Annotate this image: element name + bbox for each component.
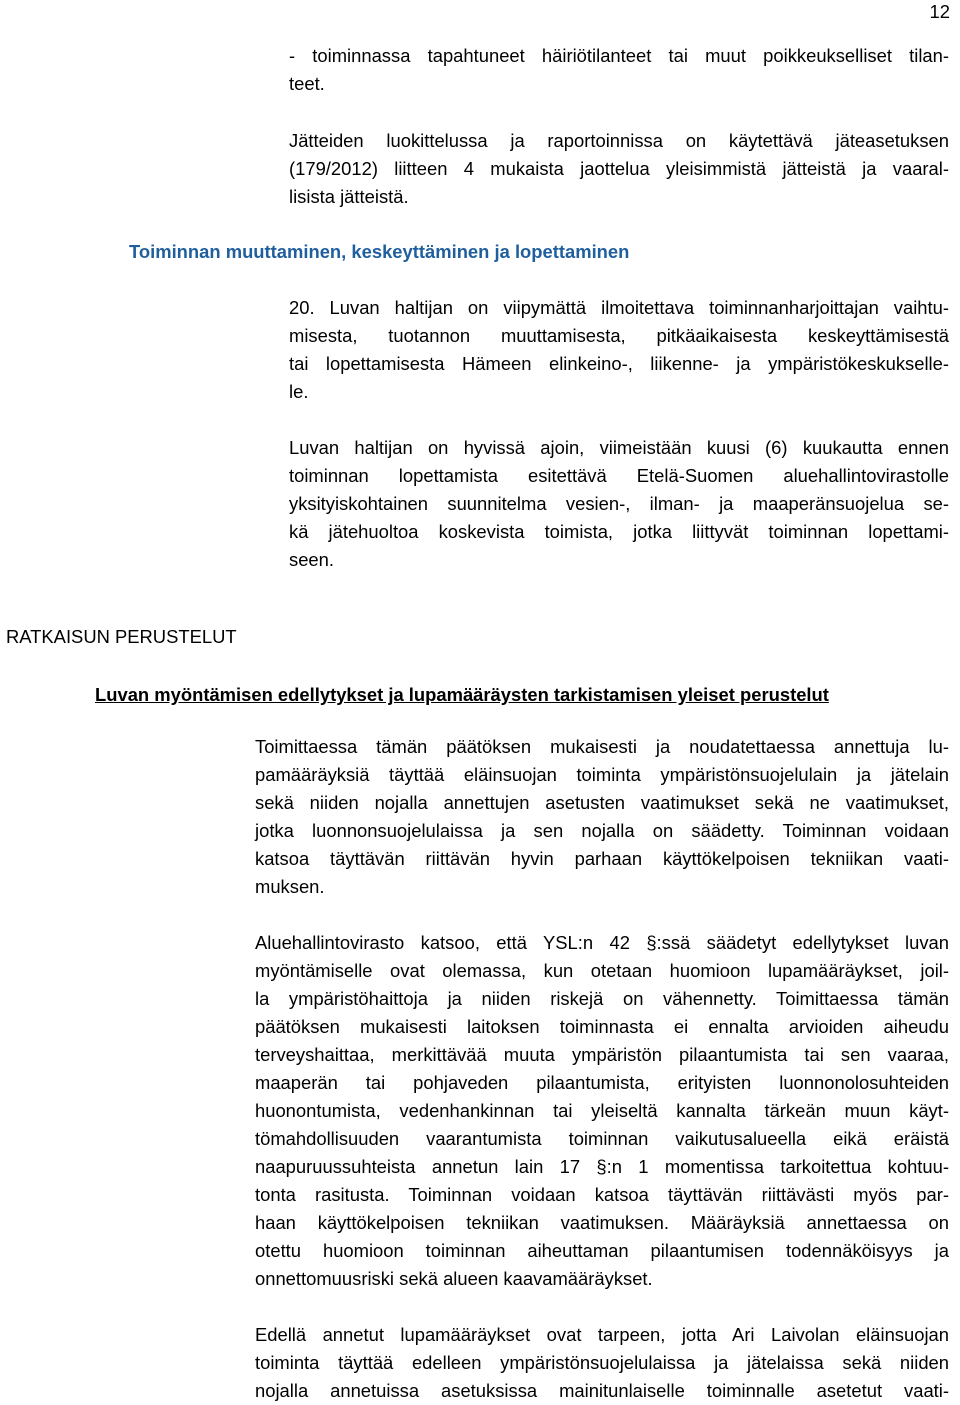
text-line: toiminta täyttää edelleen ympäristönsuojelulaissa ja jätelaissa sekä niiden: [255, 1352, 949, 1373]
subheading: Toiminnan muuttaminen, keskeyttäminen ja lopettaminen: [129, 241, 630, 262]
text-line: lisista jätteistä.: [289, 186, 409, 207]
text-line: Jätteiden luokittelussa ja raportoinnissa on käytettävä jäteasetuksen: [289, 130, 949, 151]
text-line: teet.: [289, 73, 325, 94]
text-line: toiminnan lopettamista esitettävä Etelä-Suomen aluehallintovirastolle: [289, 465, 949, 486]
text-line: nojalla annetuissa asetuksissa mainitunlaiselle toiminnalle asetetut vaati-: [255, 1380, 949, 1401]
text-line: pamääräyksiä täyttää eläinsuojan toiminta ympäristönsuojelulain ja jätelain: [255, 764, 949, 785]
text-line: sekä niiden nojalla annettujen asetusten vaatimukset sekä ne vaatimukset,: [255, 792, 949, 813]
text-line: Aluehallintovirasto katsoo, että YSL:n 42 §:ssä säädetyt edellytykset luvan: [255, 932, 949, 953]
text-line: kä jätehuoltoa koskevista toimista, jotka liittyvät toiminnan lopettami-: [289, 521, 949, 542]
text-line: muksen.: [255, 876, 325, 897]
page-number: 12: [929, 1, 950, 22]
text-line: huonontumista, vedenhankinnan tai yleiseltä kannalta tärkeän muun käyt-: [255, 1100, 949, 1121]
section-title: RATKAISUN PERUSTELUT: [6, 626, 237, 647]
text-line: onnettomuusriski sekä alueen kaavamääräykset.: [255, 1268, 653, 1289]
text-line: naapuruussuhteista annetun lain 17 §:n 1 momentissa tarkoitettua kohtuu-: [255, 1156, 949, 1177]
text-line: seen.: [289, 549, 334, 570]
text-line: le.: [289, 381, 309, 402]
text-line: maaperän tai pohjaveden pilaantumista, erityisten luonnonolosuhteiden: [255, 1072, 949, 1093]
text-line: la ympäristöhaittoja ja niiden riskejä on vähennetty. Toimittaessa tämän: [255, 988, 949, 1009]
text-line: 20. Luvan haltijan on viipymättä ilmoitettava toiminnanharjoittajan vaihtu-: [289, 297, 949, 318]
text-line: katsoa täyttävän riittävän hyvin parhaan käyttökelpoisen tekniikan vaati-: [255, 848, 949, 869]
text-line: Edellä annetut lupamääräykset ovat tarpeen, jotta Ari Laivolan eläinsuojan: [255, 1324, 949, 1345]
text-line: jotka luonnonsuojelulaissa ja sen nojalla on säädetty. Toiminnan voidaan: [255, 820, 949, 841]
text-line: (179/2012) liitteen 4 mukaista jaottelua yleisimmistä jätteistä ja vaaral-: [289, 158, 949, 179]
section-subtitle: Luvan myöntämisen edellytykset ja lupamääräysten tarkistamisen yleiset perustelut: [95, 684, 829, 705]
text-line: yksityiskohtainen suunnitelma vesien-, ilman- ja maaperänsuojelua se-: [289, 493, 949, 514]
text-line: Luvan haltijan on hyvissä ajoin, viimeistään kuusi (6) kuukautta ennen: [289, 437, 949, 458]
text-line: otettu huomioon toiminnan aiheuttaman pilaantumisen todennäköisyys ja: [255, 1240, 949, 1261]
text-line: - toiminnassa tapahtuneet häiriötilanteet tai muut poikkeukselliset tilan-: [289, 45, 949, 66]
text-line: myöntämiselle ovat olemassa, kun otetaan huomioon lupamääräykset, joil-: [255, 960, 949, 981]
text-line: terveyshaittaa, merkittävää muuta ympäristön pilaantumista tai sen vaaraa,: [255, 1044, 949, 1065]
text-line: tonta rasitusta. Toiminnan voidaan katsoa täyttävän riittävästi myös par-: [255, 1184, 949, 1205]
text-line: haan käyttökelpoisen tekniikan vaatimuksen. Määräyksiä annettaessa on: [255, 1212, 949, 1233]
text-line: päätöksen mukaisesti laitoksen toiminnasta ei ennalta arvioiden aiheudu: [255, 1016, 949, 1037]
text-line: misesta, tuotannon muuttamisesta, pitkäaikaisesta keskeyttämisestä: [289, 325, 949, 346]
text-line: tömahdollisuuden vaarantumista toiminnan vaikutusalueella eikä eräistä: [255, 1128, 949, 1149]
text-line: tai lopettamisesta Hämeen elinkeino-, liikenne- ja ympäristökeskukselle-: [289, 353, 949, 374]
text-line: Toimittaessa tämän päätöksen mukaisesti ja noudatettaessa annettuja lu-: [255, 736, 949, 757]
